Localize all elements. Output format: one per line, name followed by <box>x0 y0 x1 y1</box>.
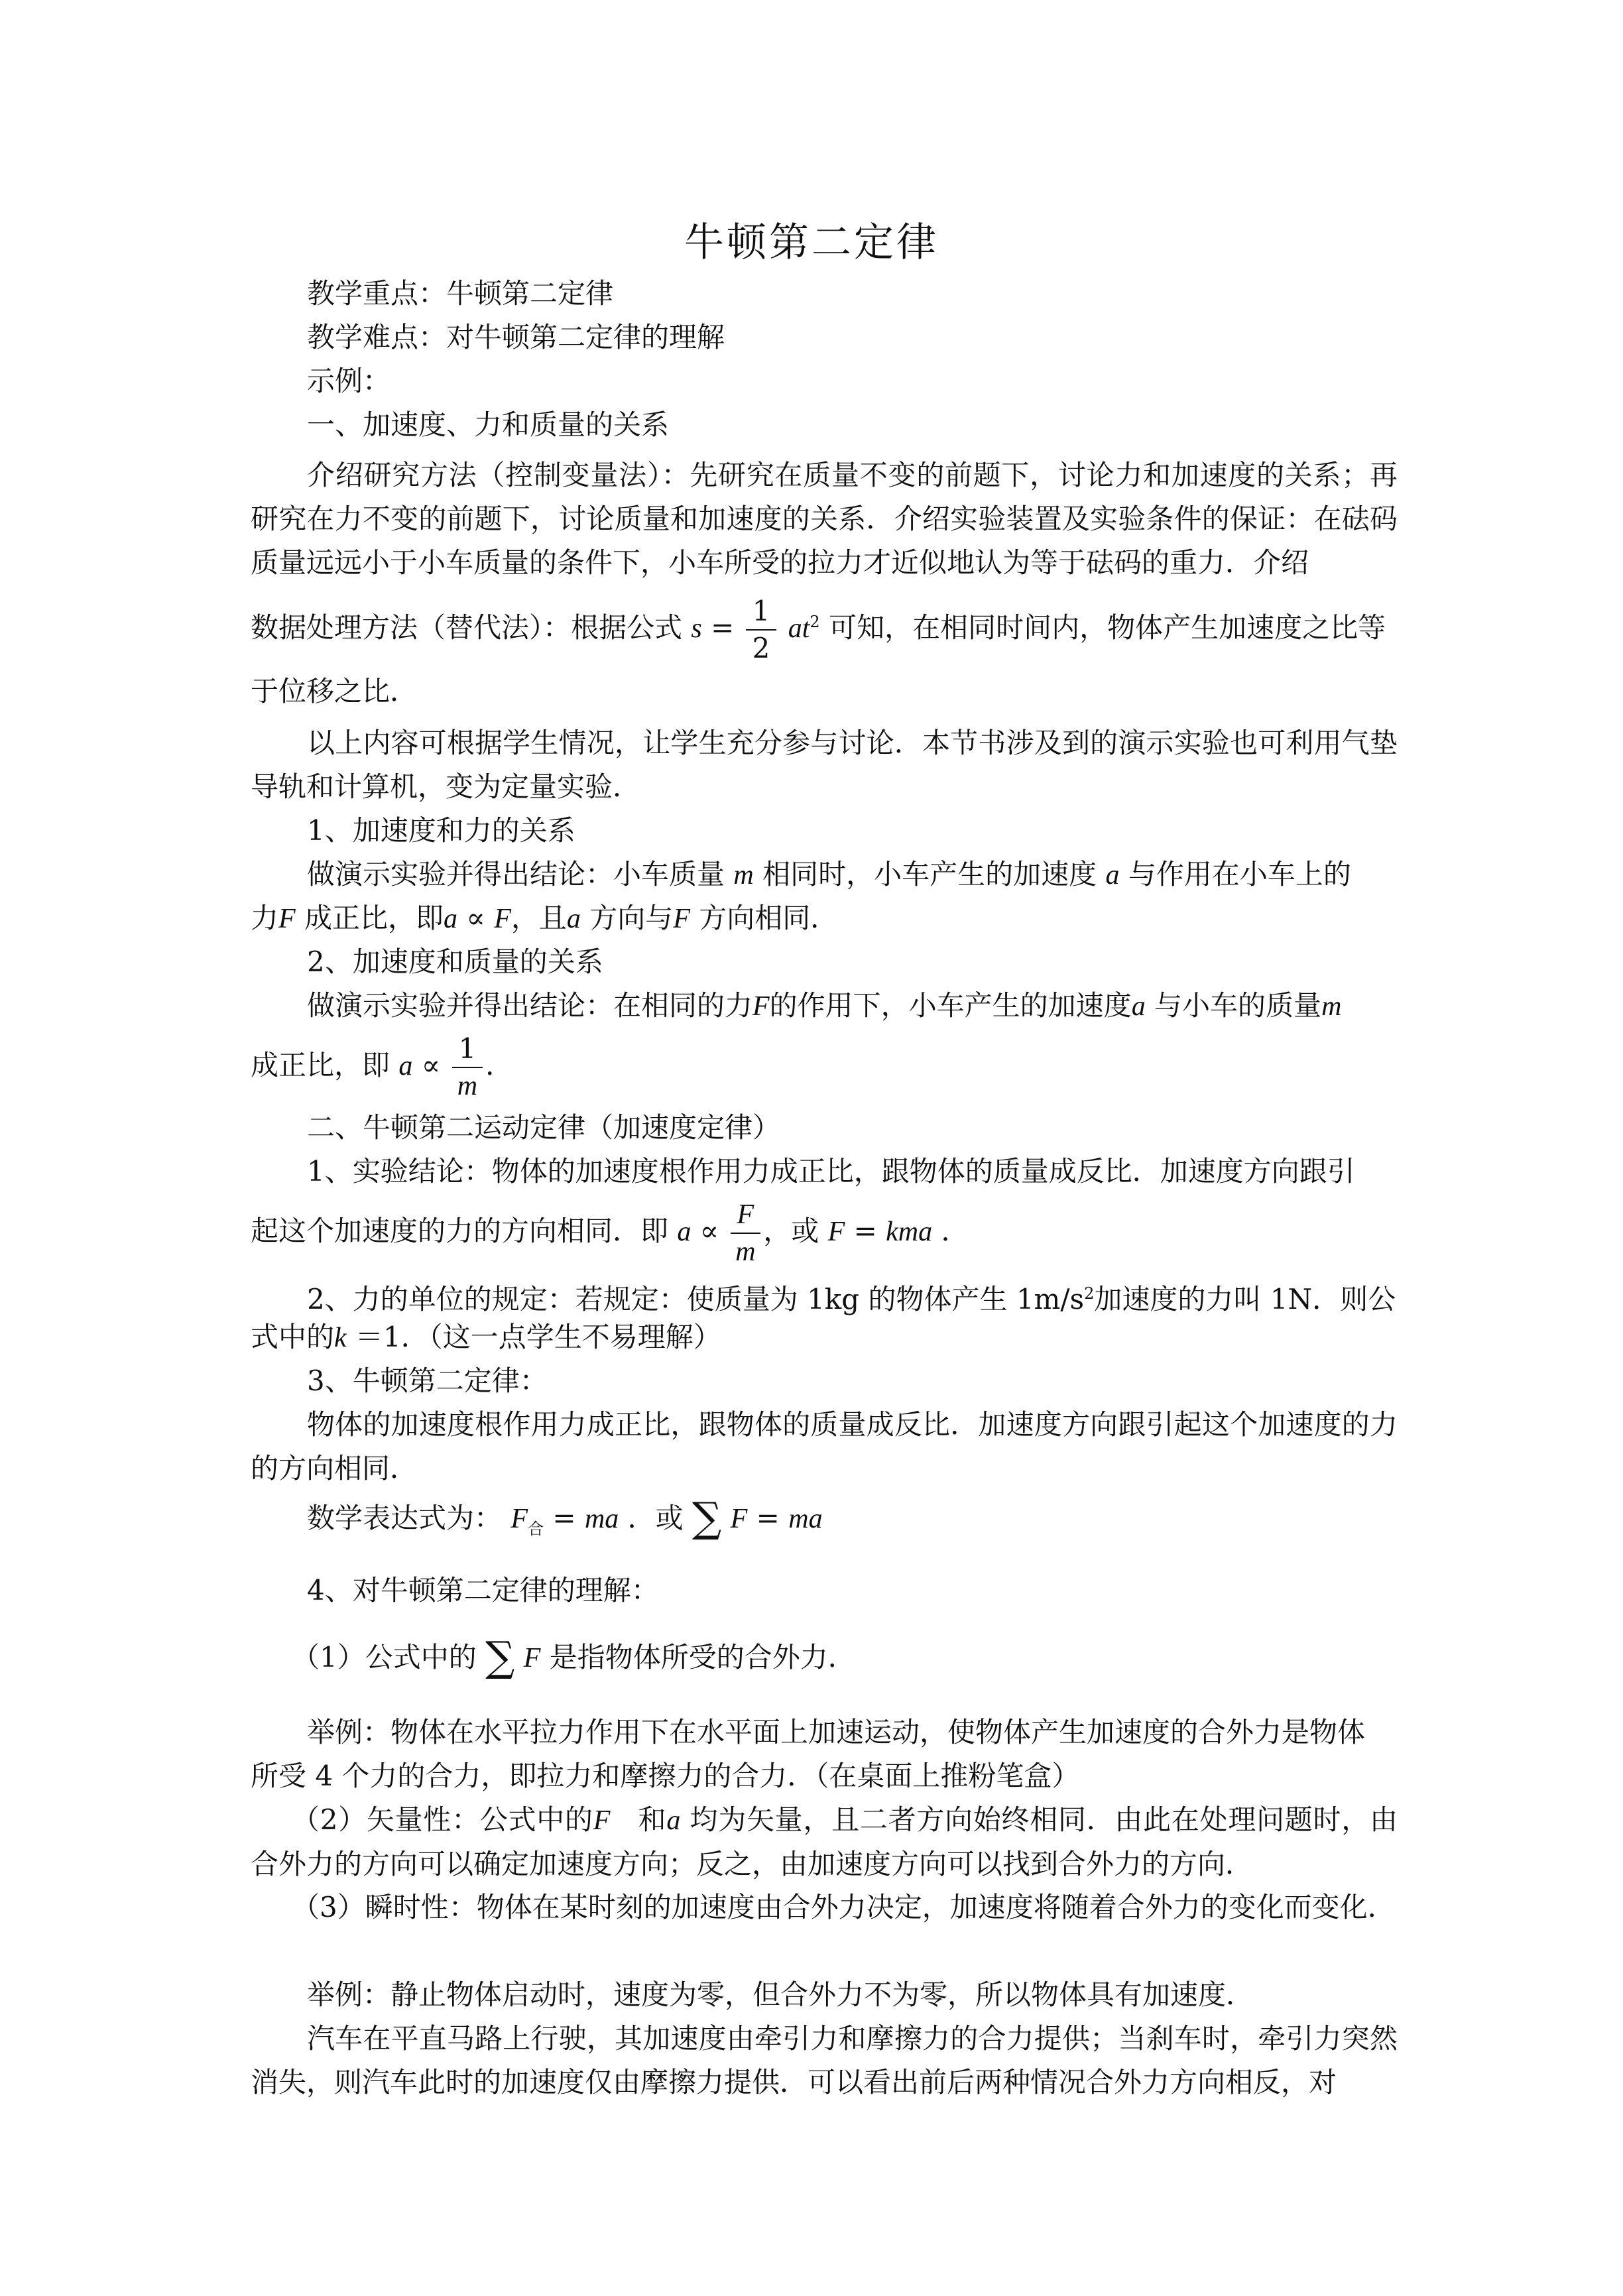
force-text-5: 成正比，即 <box>304 902 444 934</box>
equals-sign: = <box>711 611 735 644</box>
var-m-2: m <box>1321 991 1342 1022</box>
sum-symbol: ∑ <box>692 1493 722 1541</box>
mass-text-3: 与小车的质量 <box>1154 989 1322 1022</box>
method-paragraph-end: 于位移之比． <box>251 675 418 707</box>
superscript-2: 2 <box>810 613 820 631</box>
unit-text-4: ＝1．（这一点学生不易理解） <box>355 1321 721 1353</box>
example-1-line-2: 所受 4 个力的合力，即拉力和摩擦力的合力．（在桌面上推粉笔盒） <box>251 1760 1080 1792</box>
fraction-F-over-m <box>731 1197 761 1270</box>
formula-line-text-1: 数据处理方法（替代法）：根据公式 <box>251 611 683 644</box>
subsection-2-heading: 2、加速度和质量的关系 <box>307 945 603 978</box>
conclusion-text-2: 起这个加速度的力的方向相同．即 <box>251 1215 669 1247</box>
equals-sign-3: = <box>552 1502 576 1534</box>
example-label: 示例： <box>307 365 391 397</box>
unit-text-3: 式中的 <box>251 1321 335 1353</box>
section-1-heading: 一、加速度、力和质量的关系 <box>307 408 670 441</box>
difficulty: 教学难点：对牛顿第二定律的理解 <box>307 321 725 353</box>
period-1: ． <box>485 1049 514 1081</box>
fraction-numerator: 1 <box>746 593 777 631</box>
force-text-7: 方向与 <box>589 902 674 934</box>
period-2: ． <box>941 1215 969 1247</box>
var-s: s <box>691 613 702 644</box>
key-point: 教学重点：牛顿第二定律 <box>307 277 614 310</box>
item-2-paragraph <box>251 1798 1398 1886</box>
fraction-denominator-m: m <box>457 1071 478 1101</box>
conclusion-line-1: 1、实验结论：物体的加速度根作用力成正比，跟物体的质量成反比．加速度方向跟引 <box>307 1155 1355 1187</box>
force-text-3: 与作用在小车上的 <box>1128 858 1351 890</box>
var-a-2: a <box>444 904 458 934</box>
var-F: F <box>278 904 296 934</box>
example-1-line-1: 举例：物体在水平拉力作用下在水平面上加速运动，使物体产生加速度的合外力是物体 <box>307 1716 1366 1748</box>
mass-text-4: 成正比，即 <box>251 1049 391 1081</box>
force-text-8: 方向相同． <box>699 902 839 934</box>
unit-text-1: 2、力的单位的规定：若规定：使质量为 1kg 的物体产生 1m/s <box>307 1283 1085 1315</box>
var-a-6: a <box>677 1217 691 1247</box>
item-1-text-a: （1）公式中的 <box>292 1641 477 1673</box>
force-text-4: 力 <box>251 902 279 934</box>
discussion-paragraph: 以上内容可根据学生情况，让学生充分参与讨论．本节书涉及到的演示实验也可利用气垫导轨和计算机，变为定量实验． <box>251 727 1398 803</box>
force-text-6: ，且 <box>511 902 567 934</box>
var-a-4: a <box>1131 991 1146 1022</box>
var-ma: ma <box>584 1504 619 1534</box>
equals-sign-2: = <box>853 1215 877 1247</box>
force-relation-line-1 <box>307 853 1454 897</box>
fraction-denominator-m-2: m <box>735 1237 756 1267</box>
var-F-3: F <box>673 904 690 934</box>
equals-sign-4: = <box>756 1502 780 1534</box>
var-F-6: F <box>511 1504 528 1534</box>
formula-line-text-2: 可知，在相同时间内，物体产生加速度之比等 <box>829 611 1386 644</box>
subsection-3-heading: 3、牛顿第二定律： <box>307 1364 548 1397</box>
var-k: k <box>334 1323 347 1353</box>
item-2-text-a: （2）矢量性：公式中的 <box>292 1803 593 1836</box>
mass-relation-line-2 <box>251 1031 1398 1104</box>
subsection-4-heading: 4、对牛顿第二定律的理解： <box>307 1574 659 1606</box>
method-paragraph: 介绍研究方法（控制变量法）：先研究在质量不变的前题下，讨论力和加速度的关系；再研究在力不变的前题下，讨论质量和加速度的关系．介绍实验装置及实验条件的保证：在砝码质量远远小于小车质量的条件下，小车所受的拉力才近似地认为等于砝码的重力．介绍 <box>251 459 1398 579</box>
proportional-sign-3: ∝ <box>699 1215 719 1247</box>
var-F-2: F <box>494 904 511 934</box>
var-m: m <box>733 860 754 890</box>
mass-relation-line-1 <box>307 984 1454 1028</box>
math-expression-line <box>307 1493 1454 1551</box>
var-F-9: F <box>593 1805 611 1836</box>
item-1-line <box>292 1632 1439 1681</box>
force-text-1: 做演示实验并得出结论：小车质量 <box>307 858 725 890</box>
item-2-text-b: 和 <box>638 1803 667 1836</box>
var-F-4: F <box>752 991 770 1022</box>
unit-text-2: 加速度的力叫 1N．则公 <box>1094 1283 1396 1315</box>
subscript-he: 合 <box>528 1520 544 1538</box>
formula-line <box>251 593 1398 666</box>
var-at: at <box>788 613 810 644</box>
fraction-denominator: 2 <box>752 632 770 664</box>
fraction-one-over-m <box>452 1031 483 1104</box>
fraction-numerator-F: F <box>731 1197 761 1234</box>
item-1-text-b: 是指物体所受的合外力． <box>549 1641 856 1673</box>
force-text-2: 相同时，小车产生的加速度 <box>762 858 1097 890</box>
expression-or: ．或 <box>627 1502 684 1534</box>
section-2-heading: 二、牛顿第二运动定律（加速度定律） <box>307 1111 781 1144</box>
var-kma: kma <box>886 1217 933 1247</box>
var-F-8: F <box>523 1643 541 1673</box>
force-relation-line-2 <box>251 896 1398 941</box>
page-title: 牛顿第二定律 <box>684 219 939 266</box>
var-a-3: a <box>566 904 581 934</box>
item-3-paragraph: （3）瞬时性：物体在某时刻的加速度由合外力决定，加速度将随着合外力的变化而变化． <box>292 1891 1396 1923</box>
var-F-5: F <box>827 1217 845 1247</box>
example-2-line: 举例：静止物体启动时，速度为零，但合外力不为零，所以物体具有加速度． <box>307 1978 1254 2011</box>
mass-text-2: 的作用下，小车产生的加速度 <box>769 989 1132 1022</box>
proportional-sign: ∝ <box>466 902 485 934</box>
superscript-2b: 2 <box>1084 1284 1095 1303</box>
law-statement: 物体的加速度根作用力成正比，跟物体的质量成反比．加速度方向跟引起这个加速度的力的方向相同． <box>251 1408 1398 1484</box>
item-2-text-c: 均为矢量，且二者方向始终相同．由此在处理问题时，由合外力的方向可以确定加速度方向；反之，由加速度方向可以找到合外力的方向． <box>251 1803 1398 1880</box>
var-a-5: a <box>398 1051 413 1081</box>
unit-line-2 <box>251 1315 1398 1360</box>
var-a: a <box>1105 860 1120 890</box>
fraction-one-half <box>746 593 777 666</box>
mass-text-1: 做演示实验并得出结论：在相同的力 <box>307 989 753 1022</box>
expression-label: 数学表达式为： <box>307 1502 503 1534</box>
conclusion-text-3: ，或 <box>763 1215 819 1247</box>
fraction-numerator-1: 1 <box>452 1031 483 1068</box>
var-ma-2: ma <box>788 1504 823 1534</box>
sum-symbol-2: ∑ <box>485 1632 515 1681</box>
proportional-sign-2: ∝ <box>421 1049 441 1081</box>
subsection-1-heading: 1、加速度和力的关系 <box>307 814 575 847</box>
example-3-paragraph: 汽车在平直马路上行驶，其加速度由牵引力和摩擦力的合力提供；当刹车时，牵引力突然消失，则汽车此时的加速度仅由摩擦力提供．可以看出前后两种情况合外力方向相反，对 <box>251 2022 1398 2098</box>
var-a-7: a <box>666 1805 681 1836</box>
unit-line-1 <box>307 1272 1454 1321</box>
conclusion-line-2 <box>251 1197 1398 1270</box>
var-F-7: F <box>730 1504 748 1534</box>
